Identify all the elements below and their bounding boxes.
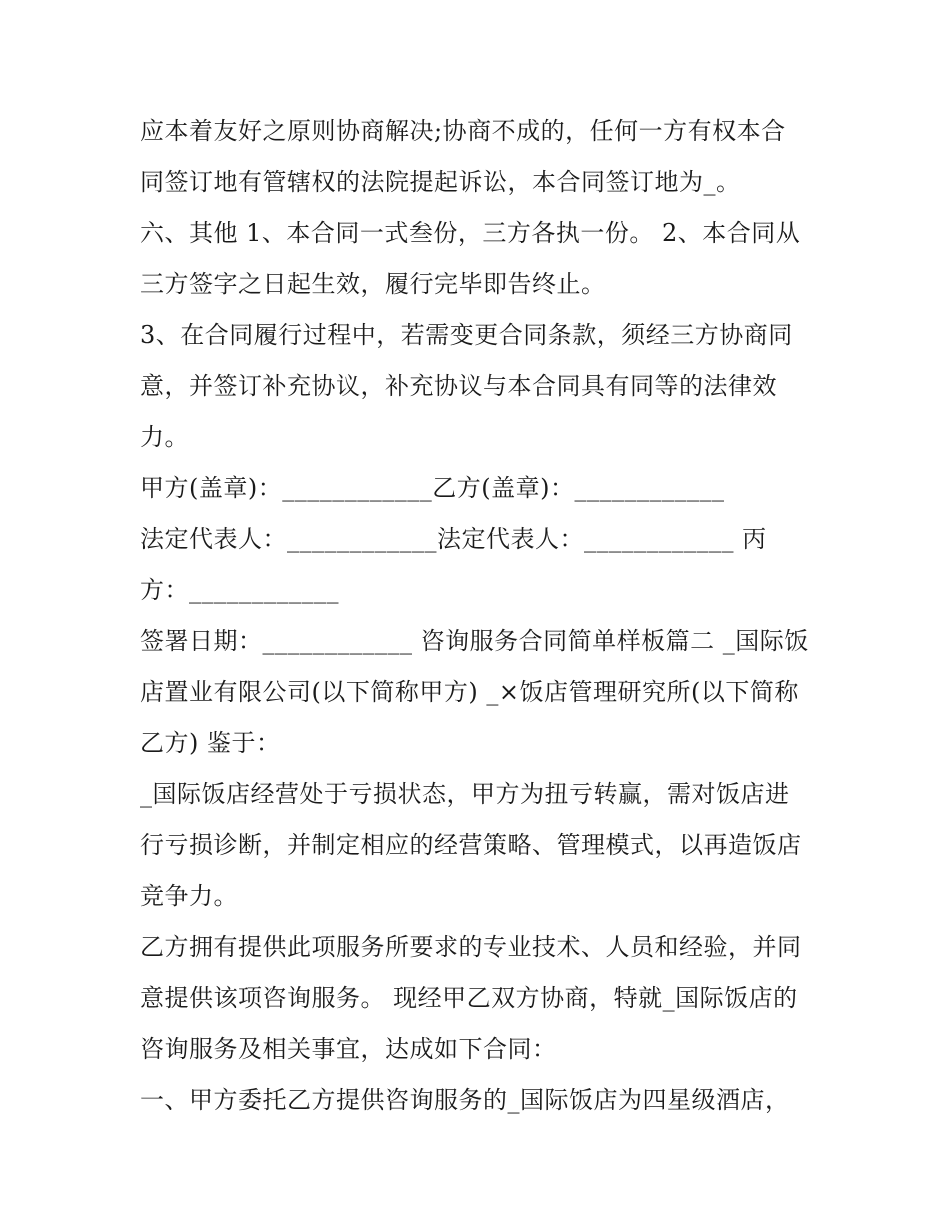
text-line: 竞争力。 xyxy=(140,882,238,910)
text-line: 意，并签订补充协议，补充协议与本合同具有同等的法律效 xyxy=(140,372,777,400)
text-line: 同签订地有管辖权的法院提起诉讼，本合同签订地为_。 xyxy=(140,168,741,196)
text-line: 3、在合同履行过程中，若需变更合同条款，须经三方协商同 xyxy=(140,321,793,349)
text-line: 意提供该项咨询服务。 现经甲乙双方协商，特就_国际饭店的 xyxy=(140,984,798,1012)
signing-date-line: 签署日期：____________ 咨询服务合同简单样板篇二 _国际饭 xyxy=(140,627,809,655)
text-line: 行亏损诊断，并制定相应的经营策略、管理模式，以再造饭店 xyxy=(140,831,802,859)
signature-line-party-c: 方：____________ xyxy=(140,576,339,604)
text-line: 乙方) 鉴于： xyxy=(140,729,281,757)
text-line: 六、其他 1、本合同一式叁份，三方各执一份。 2、本合同从 xyxy=(140,219,801,247)
signature-line-party-a-b: 甲方(盖章)：____________乙方(盖章)：____________ xyxy=(140,474,725,502)
text-line: 咨询服务及相关事宜，达成如下合同： xyxy=(140,1035,557,1063)
signature-line-representatives: 法定代表人：____________法定代表人：____________ 丙 xyxy=(140,525,767,553)
text-line: 力。 xyxy=(140,423,189,451)
text-line: 店置业有限公司(以下简称甲方) _×饭店管理研究所(以下简称 xyxy=(140,678,799,706)
contract-text xyxy=(140,106,820,1126)
text-line: 应本着友好之原则协商解决;协商不成的，任何一方有权本合 xyxy=(140,117,786,145)
text-line: 三方签字之日起生效，履行完毕即告终止。 xyxy=(140,270,606,298)
text-line: _国际饭店经营处于亏损状态，甲方为扭亏转赢，需对饭店进 xyxy=(140,780,790,808)
text-line: 一、甲方委托乙方提供咨询服务的_国际饭店为四星级酒店， xyxy=(140,1086,790,1114)
text-line: 乙方拥有提供此项服务所要求的专业技术、人员和经验，并同 xyxy=(140,933,802,961)
